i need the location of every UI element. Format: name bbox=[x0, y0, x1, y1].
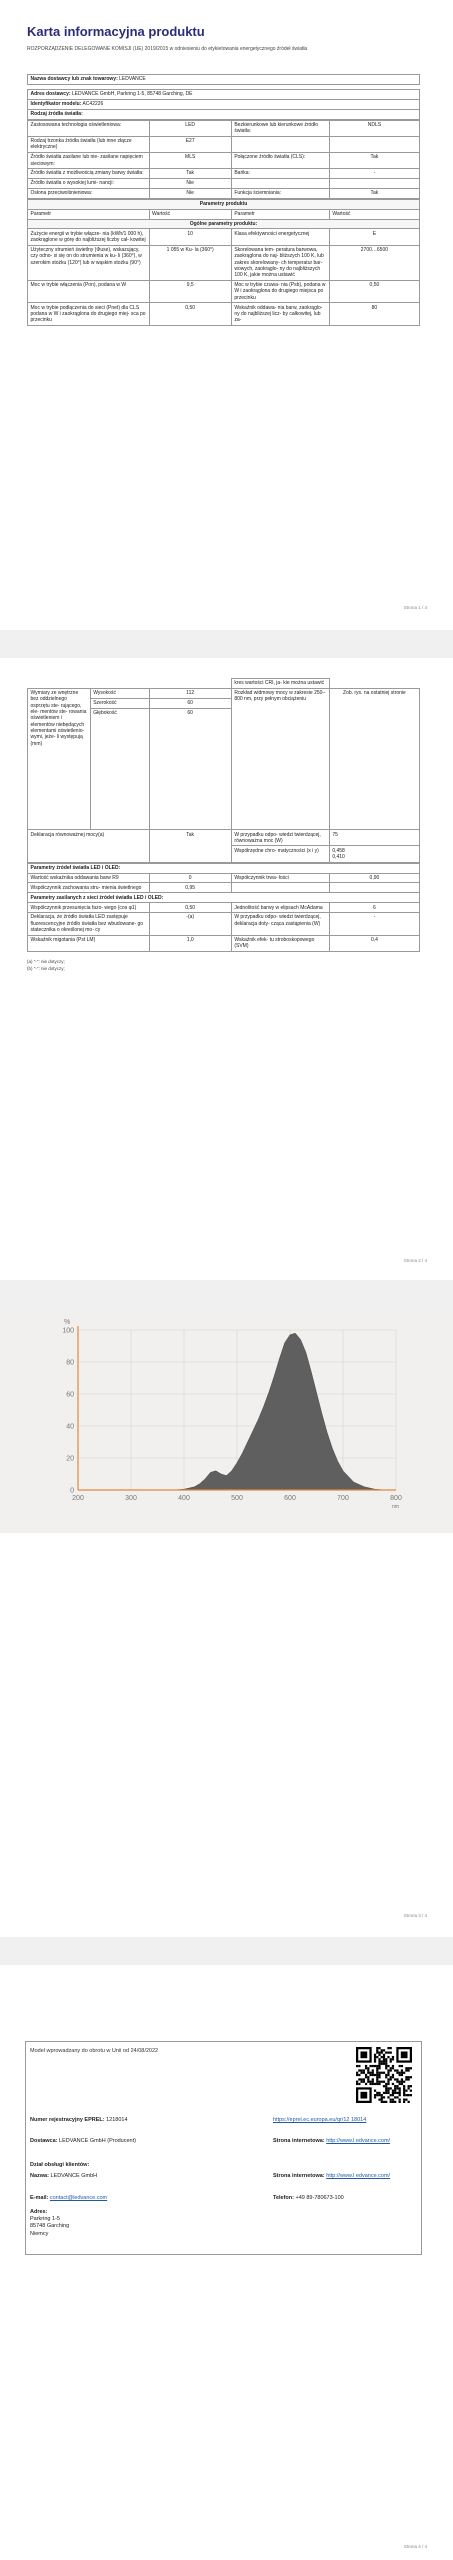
address-label: Adres: bbox=[30, 2209, 48, 2215]
equiv-label: Deklaracja równoważnej mocy(a) bbox=[28, 830, 150, 862]
eprel-value: 1218014 bbox=[106, 2117, 128, 2123]
dim-width-label: Szerokość bbox=[90, 698, 149, 708]
date-text: Model wprowadzany do obrotu w Unii od 24/08/2022 bbox=[30, 2048, 159, 2054]
value-cell: -(a) bbox=[149, 913, 231, 935]
value-cell: 6 bbox=[329, 903, 419, 913]
email-label: E-mail: bbox=[30, 2195, 49, 2201]
param-cell: Deklaracja, że źródło światła LED zastępuje fluorescencyjne źródło światła bez wbudowane- go statecznika o określonej mo- cy bbox=[28, 913, 150, 935]
y-tick-label: 100 bbox=[62, 1327, 74, 1335]
name-value: LEDVANCE GmbH bbox=[50, 2173, 98, 2179]
dimensions-label: Wymiary ze wnętrzne bez oddzielnego osprzętu ste- rującego, ele- mentów ste- rowania oświetleniem i elementów niebędących elementami oświetlenio- wymi, jeże- li występują (mm) bbox=[28, 688, 91, 829]
value-cell: - bbox=[329, 913, 419, 935]
eprel-link[interactable]: https://eprel.ec.europa.eu/qr/12 18014 bbox=[273, 2117, 367, 2123]
supplier-name-value: LEDVANCE bbox=[119, 76, 146, 83]
customer-dept-label: Dział obsługi klientów: bbox=[30, 2162, 90, 2168]
param-cell: Źródło światła o wysokiej lumi- nancji: bbox=[28, 179, 150, 189]
equiv-value: Tak bbox=[149, 830, 231, 862]
spectrum-chart bbox=[0, 1308, 453, 1533]
email-link[interactable]: contact@ledvance.com bbox=[49, 2195, 108, 2201]
param-cell: Moc w trybie włączenia (Pon), podana w W bbox=[28, 280, 150, 302]
footnote-b: (b) "-": nie dotyczy; bbox=[27, 965, 65, 971]
page-4 bbox=[0, 1965, 453, 2560]
eprel-label: Numer rejestracyjny EPREL: bbox=[30, 2117, 105, 2123]
spectrum-area bbox=[173, 1333, 385, 1490]
page-number: Strona 1 / 4 bbox=[403, 605, 427, 610]
y-tick-label: 80 bbox=[66, 1359, 74, 1367]
page-number: Strona 2 / 4 bbox=[403, 1258, 427, 1263]
param-cell: Współczynnik przesunięcia fazo- wego (cos φ1) bbox=[28, 903, 150, 913]
value-cell: Tak bbox=[329, 152, 419, 168]
page-number: Strona 4 / 4 bbox=[403, 2544, 427, 2549]
value-cell bbox=[329, 883, 419, 893]
value-cell: 0,95 bbox=[149, 883, 231, 893]
value-cell: E27 bbox=[149, 136, 231, 152]
supplier-name-row bbox=[28, 75, 420, 85]
table-row bbox=[28, 229, 420, 245]
x-tick-label: 500 bbox=[231, 1495, 243, 1502]
phone-label: Telefon: bbox=[273, 2195, 294, 2201]
value-cell bbox=[329, 136, 419, 152]
x-tick-label: 800 bbox=[390, 1495, 402, 1502]
supplier-address-row bbox=[28, 89, 420, 99]
param-cell: Zastosowana technologia oświetleniowa: bbox=[28, 120, 150, 136]
param-cell: Moc w trybie podłączenia do sieci (Pnet) dla CLS podana w W i zaokrąglona do drugiego miej- sca po przecinku bbox=[28, 303, 150, 325]
led-title: Parametry źródeł światła LED i OLED: bbox=[28, 863, 420, 873]
value-cell: 1,0 bbox=[149, 935, 231, 951]
value-cell: Tak bbox=[329, 188, 419, 198]
value-cell: Tak bbox=[149, 169, 231, 179]
value-cell: E bbox=[329, 229, 419, 245]
chroma-y: 0,410 bbox=[332, 854, 345, 861]
value-cell: 0,4 bbox=[329, 935, 419, 951]
address-line: Niemcy bbox=[30, 2230, 49, 2237]
chroma-x: 0,458 bbox=[332, 847, 345, 854]
dim-depth-label: Głębokość bbox=[90, 708, 149, 830]
cri-continuation: kres wartości CRI, ja- kie można ustawić bbox=[231, 679, 329, 689]
col-param: Parametr bbox=[231, 209, 329, 219]
param-cell: W przypadku odpo- wiedzi twierdzącej, deklaracja doty- cząca zastąpienia (W) bbox=[231, 913, 329, 935]
value-cell: - bbox=[329, 169, 419, 179]
param-cell: Użyteczny strumień świetlny (Φuse), wskazujący, czy odno- si się on do strumienia w ku- li (360°), w szerokim stożku (120°) lub w wąskim stożku (90°) bbox=[28, 245, 150, 280]
param-cell: Wskaźnik efek- tu stroboskopowego (SVM) bbox=[231, 935, 329, 951]
table-row bbox=[28, 883, 420, 893]
web2-link[interactable]: http://www.l edvance.com/ bbox=[326, 2173, 391, 2179]
light-type-label: Rodzaj źródła światła: bbox=[28, 109, 420, 119]
value-cell: 0,50 bbox=[149, 303, 231, 325]
y-tick-label: 20 bbox=[66, 1455, 74, 1463]
table-row bbox=[28, 245, 420, 280]
param-cell: Źródło światła zasilane lub nie- zasilane napięciem sieciowym: bbox=[28, 152, 150, 168]
supplier-info bbox=[27, 74, 420, 326]
spectral-label: Rozkład widmowy mocy w zakresie 250–800 nm, przy pełnym obciążeniu bbox=[231, 688, 329, 829]
param-cell: Skorelowana tem- peratura barwowa, zaokrąglona do naj- bliższych 100 K, lub zakres skorelowany- ch temperatur bar- wowych, zaokrąglo- ny do najbliższych 100 K, jakie można ustawić bbox=[231, 245, 329, 280]
table-row bbox=[28, 303, 420, 325]
dim-height-value: 112 bbox=[149, 688, 231, 698]
x-tick-label: 600 bbox=[284, 1495, 296, 1502]
param-cell: Bezkierunkowe lub kierunkowe źródło światła: bbox=[231, 120, 329, 136]
table-row bbox=[28, 179, 420, 189]
value-cell bbox=[329, 179, 419, 189]
mains-title: Parametry zasilanych z sieci źródeł światła LED i OLED: bbox=[28, 893, 420, 903]
dim-width-value: 60 bbox=[149, 698, 231, 708]
x-tick-label: 200 bbox=[72, 1495, 84, 1502]
chroma-values bbox=[329, 846, 419, 862]
param-cell: Rodzaj trzonka źródła światła (lub inne złącze elektryczne) bbox=[28, 136, 150, 152]
param-cell: Zużycie energii w trybie włącze- nia (kWh/1 000 h), zaokrąglone w górę do najbliższej liczby cał- kowitej bbox=[28, 229, 150, 245]
value-cell: 0 bbox=[149, 873, 231, 883]
param-cell: Źródło światła z możliwością zmiany barwy światła: bbox=[28, 169, 150, 179]
param-cell: Osłona przeciwolśnieniowa: bbox=[28, 188, 150, 198]
web-link[interactable]: http://www.l edvance.com/ bbox=[326, 2138, 391, 2144]
param-cell: Jednolitość barwy w elipsach McAdama bbox=[231, 903, 329, 913]
equiv-power-label: W przypadku odpo- wiedzi twierdzącej, równoważna moc (W) bbox=[231, 830, 329, 846]
param-cell bbox=[231, 883, 329, 893]
table-row bbox=[28, 935, 420, 951]
param-cell: Współczynnik trwa- łości bbox=[231, 873, 329, 883]
address-line: Parkring 1-5 bbox=[30, 2216, 60, 2223]
value-cell: NDLS bbox=[329, 120, 419, 136]
y-tick-label: 40 bbox=[66, 1423, 74, 1431]
supplier-value: LEDVANCE GmbH (Producent) bbox=[59, 2138, 136, 2144]
value-cell: 10 bbox=[149, 229, 231, 245]
address-line: 85748 Garching bbox=[30, 2223, 70, 2230]
dimensions-table bbox=[27, 678, 420, 863]
supplier-name-label: Nazwa dostawcy lub znak towarowy: bbox=[30, 76, 118, 83]
table-row bbox=[28, 152, 420, 168]
params-title: Parametry produktu bbox=[28, 199, 420, 209]
page-number: Strona 3 / 4 bbox=[403, 1913, 427, 1918]
value-cell: 0,50 bbox=[329, 280, 419, 302]
phone-value: +49 89-780673-100 bbox=[295, 2195, 344, 2201]
value-cell: 80 bbox=[329, 303, 419, 325]
table-row bbox=[28, 169, 420, 179]
supplier-address-value: LEDVANCE GmbH, Parkring 1-5, 85748 Garching, DE bbox=[71, 91, 193, 98]
spectrum-chart-panel bbox=[0, 1308, 453, 1533]
spectral-value: Zob. rys. na ostatniej stronie bbox=[329, 688, 419, 829]
general-title: Ogólne parametry produktu: bbox=[28, 219, 420, 229]
y-tick-label: 60 bbox=[66, 1391, 74, 1399]
table-row bbox=[28, 903, 420, 913]
param-cell: Wartość wskaźnika oddawania barw R9 bbox=[28, 873, 150, 883]
dim-depth-value: 60 bbox=[149, 708, 231, 830]
qr-code bbox=[356, 2047, 412, 2103]
led-table bbox=[27, 863, 420, 952]
model-id-value: AC42226 bbox=[82, 101, 104, 108]
parameters-table bbox=[27, 199, 420, 326]
page-3 bbox=[0, 1308, 453, 1935]
value-cell: 1 055 w Ku- la (360°) bbox=[149, 245, 231, 280]
param-cell: Wskaźnik migotania (Pst LM) bbox=[28, 935, 150, 951]
value-cell: 0,90 bbox=[329, 873, 419, 883]
table-row bbox=[28, 136, 420, 152]
page-1 bbox=[0, 0, 453, 625]
x-tick-label: 700 bbox=[337, 1495, 349, 1502]
x-tick-label: 400 bbox=[178, 1495, 190, 1502]
table-row bbox=[28, 188, 420, 198]
param-cell: Klasa efektywności energetycznej bbox=[231, 229, 329, 245]
value-cell: 2700…6500 bbox=[329, 245, 419, 280]
model-id-label: Identyfikator modelu: bbox=[30, 101, 82, 108]
param-cell: Połączone źródło światła (CLS): bbox=[231, 152, 329, 168]
table-row bbox=[28, 280, 420, 302]
param-cell: Bańka: bbox=[231, 169, 329, 179]
y-axis-label: % bbox=[64, 1319, 71, 1326]
web2-label: Strona internetowa: bbox=[273, 2173, 325, 2179]
regulation-text: ROZPORZĄDZENIE DELEGOWANE KOMISJI (UE) 2019/2015 w odniesieniu do etykietowania energetycznego źródeł światła bbox=[27, 46, 308, 52]
page-2 bbox=[0, 658, 453, 1278]
x-axis-label: nm bbox=[392, 1504, 399, 1510]
value-cell: LED bbox=[149, 120, 231, 136]
web-label: Strona internetowa: bbox=[273, 2138, 325, 2144]
dim-height-label: Wysokość bbox=[90, 688, 149, 698]
value-cell: Nie bbox=[149, 188, 231, 198]
table-row bbox=[28, 913, 420, 935]
footnote-a: (a) "-": nie dotyczy; bbox=[27, 958, 65, 964]
value-cell: Nie bbox=[149, 179, 231, 189]
value-cell: 9,5 bbox=[149, 280, 231, 302]
param-cell: Funkcja ściemniania: bbox=[231, 188, 329, 198]
page-title: Karta informacyjna produktu bbox=[27, 24, 205, 39]
model-id-row bbox=[28, 99, 420, 109]
param-cell: Moc w trybie czuwa- nia (Psb), podana w W i zaokrąglona do drugiego miejsca po przecinku bbox=[231, 280, 329, 302]
equiv-power-value: 75 bbox=[329, 830, 419, 846]
light-source-table bbox=[27, 120, 420, 199]
name-label: Nazwa: bbox=[30, 2173, 49, 2179]
col-param: Parametr bbox=[28, 209, 150, 219]
supplier-address-label: Adres dostawcy: bbox=[30, 91, 71, 98]
table-row bbox=[28, 120, 420, 136]
col-value: Wartość bbox=[329, 209, 419, 219]
param-cell: Wskaźnik oddawa- nia barw, zaokrąglo- ny do najbliższej licz- by całkowitej, lub za- bbox=[231, 303, 329, 325]
param-cell bbox=[231, 136, 329, 152]
y-tick-label: 0 bbox=[70, 1487, 74, 1495]
param-cell bbox=[231, 179, 329, 189]
x-tick-label: 300 bbox=[125, 1495, 137, 1502]
col-value: Wartość bbox=[149, 209, 231, 219]
param-cell: Współczynnik zachowania stru- mienia świetlnego bbox=[28, 883, 150, 893]
supplier-label: Dostawca: bbox=[30, 2138, 58, 2144]
chroma-label: Współrzędne chro- matyczności (x i y) bbox=[231, 846, 329, 862]
table-row bbox=[28, 873, 420, 883]
value-cell: MLS bbox=[149, 152, 231, 168]
value-cell: 0,50 bbox=[149, 903, 231, 913]
